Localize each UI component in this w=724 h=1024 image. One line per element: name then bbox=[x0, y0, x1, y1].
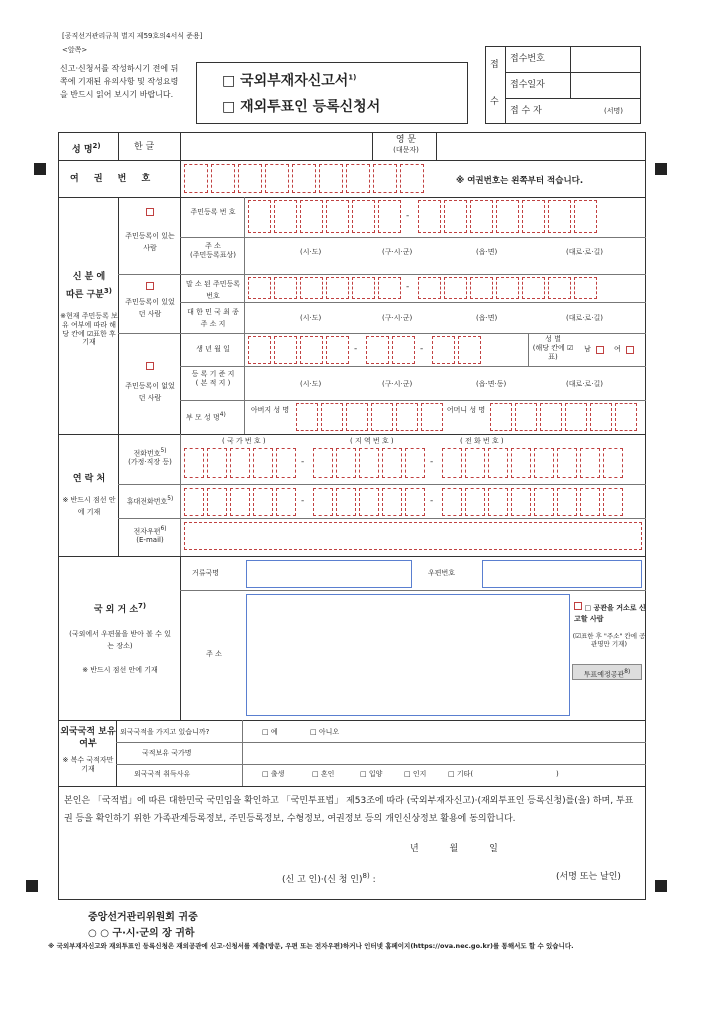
country-label: 거류국명 bbox=[192, 569, 220, 577]
receipt-sign-label: (서명) bbox=[604, 107, 623, 115]
birth-month-cell[interactable] bbox=[366, 336, 389, 364]
g1-rrn-cell[interactable] bbox=[274, 200, 297, 233]
passport-cell[interactable] bbox=[292, 164, 316, 193]
consent-applicant: (신 고 인)·(신 청 인)$^{8)}$ : bbox=[282, 872, 376, 885]
phone-number-cell[interactable] bbox=[442, 448, 462, 478]
area-code-cell[interactable] bbox=[336, 448, 356, 478]
overseas-label: 국 외 거 소$^{7)}$ bbox=[93, 602, 147, 615]
overseas-address-input[interactable] bbox=[246, 594, 570, 716]
foreign-note: ※ 복수 국적자만 기재 bbox=[62, 756, 114, 773]
passport-cell[interactable] bbox=[400, 164, 424, 193]
gender-female-label: 여 bbox=[614, 345, 621, 353]
mobile-area-cell[interactable] bbox=[382, 488, 402, 516]
address-part-label: (읍·면·동) bbox=[476, 380, 507, 388]
receipt-side-2: 수 bbox=[490, 97, 499, 107]
foreign-yes[interactable]: □ 예 bbox=[262, 728, 278, 736]
g2-rrn2-cell[interactable] bbox=[548, 277, 571, 299]
mobile-number-cell[interactable] bbox=[511, 488, 531, 516]
name-english-input[interactable] bbox=[438, 134, 644, 158]
g1-rrn2-cell[interactable] bbox=[444, 200, 467, 233]
g2-rrn-cell[interactable] bbox=[300, 277, 323, 299]
identity-g3-checkbox[interactable] bbox=[146, 362, 154, 370]
mother-name-cell[interactable] bbox=[515, 403, 537, 431]
passport-cell[interactable] bbox=[238, 164, 262, 193]
birth-month-cell[interactable] bbox=[392, 336, 415, 364]
mother-name-cell[interactable] bbox=[590, 403, 612, 431]
office-note: (☑표한 후 "주소" 칸에 공관명만 기재) bbox=[572, 632, 646, 649]
address-part-label: (시·도) bbox=[300, 248, 322, 256]
country-input[interactable] bbox=[246, 560, 412, 588]
reason-recognition[interactable]: □ 인지 bbox=[404, 770, 427, 778]
reason-other[interactable]: □ 기타( bbox=[448, 770, 474, 778]
identity-g2-label: 주민등록이 있었던 사람 bbox=[125, 298, 175, 318]
birth-day-cell[interactable] bbox=[458, 336, 481, 364]
g1-rrn-label: 주민등록 번 호 bbox=[190, 208, 236, 216]
receipt-date-label: 접수일자 bbox=[510, 80, 545, 90]
separator-dash: - bbox=[354, 344, 358, 354]
separator-dash: - bbox=[406, 210, 410, 221]
name-korean-input[interactable] bbox=[182, 134, 370, 158]
address-part-label: (읍·면) bbox=[476, 248, 498, 256]
address-part-label: (읍·면) bbox=[476, 314, 498, 322]
mother-name-cell[interactable] bbox=[565, 403, 587, 431]
g2-rrn-label: 말 소 된 주민등록번호 bbox=[185, 280, 240, 300]
contact-note: ※ 반드시 점선 안에 기재 bbox=[62, 496, 116, 516]
g2-rrn2-cell[interactable] bbox=[418, 277, 441, 299]
identity-g1-checkbox[interactable] bbox=[146, 208, 154, 216]
separator-dash: - bbox=[430, 457, 434, 467]
postal-label: 우편번호 bbox=[428, 569, 456, 577]
phone-number-cell[interactable] bbox=[511, 448, 531, 478]
birth-year-cell[interactable] bbox=[274, 336, 297, 364]
passport-label: 여 권 번 호 bbox=[70, 174, 157, 184]
regulation-reference: [공직선거관리규칙 별지 제59호의4서식 준용] bbox=[62, 32, 203, 40]
mobile-country-cell[interactable] bbox=[207, 488, 227, 516]
g2-rrn2-cell[interactable] bbox=[444, 277, 467, 299]
overseas-note2: ※ 반드시 점선 안에 기재 bbox=[82, 666, 158, 674]
addressee-local: ○ ○ 구·시·군의 장 귀하 bbox=[88, 928, 195, 939]
form-title-2: □ 재외투표인 등록신청서 bbox=[222, 99, 381, 115]
birth-year-cell[interactable] bbox=[300, 336, 323, 364]
g2-rrn2-cell[interactable] bbox=[522, 277, 545, 299]
phone-number-cell[interactable] bbox=[488, 448, 508, 478]
mobile-country-cell[interactable] bbox=[253, 488, 273, 516]
receipt-receiver-label: 접 수 자 bbox=[510, 106, 542, 116]
name-english-label: 영 문 (대문자) bbox=[393, 135, 419, 154]
country-code-cell[interactable] bbox=[230, 448, 250, 478]
email-label: 전자우편$^{6)}$ (E-mail) bbox=[133, 526, 167, 545]
mobile-area-cell[interactable] bbox=[313, 488, 333, 516]
area-code-cell[interactable] bbox=[359, 448, 379, 478]
foreign-label: 외국국적 보유여부 bbox=[60, 727, 116, 749]
mobile-number-cell[interactable] bbox=[488, 488, 508, 516]
separator-dash: - bbox=[406, 282, 410, 292]
reason-birth[interactable]: □ 출생 bbox=[262, 770, 285, 778]
g2-rrn2-cell[interactable] bbox=[470, 277, 493, 299]
contact-label: 연 락 처 bbox=[72, 474, 106, 484]
office-title: □ 공관을 거소로 신고할 사람 bbox=[574, 604, 646, 623]
g1-rrn-cell[interactable] bbox=[378, 200, 401, 233]
reason-adoption[interactable]: □ 입양 bbox=[360, 770, 383, 778]
registration-mark-left-top bbox=[34, 163, 46, 175]
father-name-cell[interactable] bbox=[371, 403, 393, 431]
father-name-cell[interactable] bbox=[346, 403, 368, 431]
g1-rrn2-cell[interactable] bbox=[522, 200, 545, 233]
area-code-header: ( 지 역 번 호 ) bbox=[350, 437, 394, 445]
g1-rrn2-cell[interactable] bbox=[574, 200, 597, 233]
area-code-cell[interactable] bbox=[313, 448, 333, 478]
mobile-area-cell[interactable] bbox=[336, 488, 356, 516]
mother-name-cell[interactable] bbox=[490, 403, 512, 431]
address-part-label: (시·도) bbox=[300, 380, 322, 388]
addressee-nec: 중앙선거관리위원회 귀중 bbox=[88, 912, 198, 923]
separator-dash: - bbox=[430, 496, 434, 506]
receipt-side-1: 접 bbox=[490, 60, 499, 70]
gender-male-checkbox[interactable] bbox=[596, 346, 604, 354]
address-part-label: (대로·로·길) bbox=[566, 248, 603, 256]
mobile-number-cell[interactable] bbox=[580, 488, 600, 516]
g3-birth-label: 생 년 월 일 bbox=[196, 345, 230, 353]
mobile-country-cell[interactable] bbox=[230, 488, 250, 516]
email-input[interactable] bbox=[184, 522, 642, 550]
address-part-label: (시·도) bbox=[300, 314, 322, 322]
father-name-cell[interactable] bbox=[296, 403, 318, 431]
phone-number-cell[interactable] bbox=[557, 448, 577, 478]
passport-cell[interactable] bbox=[346, 164, 370, 193]
address-part-label: (구·시·군) bbox=[382, 314, 413, 322]
father-name-label: 아버지 성 명 bbox=[250, 406, 290, 414]
instructions-text: 신고·신청서를 작성하시기 전에 뒤쪽에 기재된 유의사항 및 작성요령을 반드시 읽어 보시기 바랍니다. bbox=[60, 64, 179, 99]
phone-number-cell[interactable] bbox=[534, 448, 554, 478]
address-label: 주 소 bbox=[206, 650, 222, 658]
g3-parents-label: 부 모 성 명$^{4)}$ bbox=[186, 412, 226, 422]
father-name-cell[interactable] bbox=[421, 403, 443, 431]
address-part-label: (구·시·군) bbox=[382, 248, 413, 256]
passport-cell[interactable] bbox=[184, 164, 208, 193]
g2-rrn-cell[interactable] bbox=[378, 277, 401, 299]
identity-g1-label: 주민등록이 있는 사람 bbox=[125, 232, 175, 252]
country-code-header: ( 국 가 번 호 ) bbox=[222, 437, 266, 445]
mother-name-label: 어머니 성 명 bbox=[446, 406, 486, 414]
gender-female-checkbox[interactable] bbox=[626, 346, 634, 354]
mobile-number-cell[interactable] bbox=[442, 488, 462, 516]
passport-cell[interactable] bbox=[211, 164, 235, 193]
mobile-country-cell[interactable] bbox=[276, 488, 296, 516]
postal-input[interactable] bbox=[482, 560, 642, 588]
foreign-question: 외국국적을 가지고 있습니까? bbox=[120, 728, 210, 736]
mobile-area-cell[interactable] bbox=[359, 488, 379, 516]
g1-rrn2-cell[interactable] bbox=[470, 200, 493, 233]
g2-rrn-cell[interactable] bbox=[248, 277, 271, 299]
g3-gender-label: 성 별 (해당 칸에 ☑표) bbox=[532, 335, 574, 361]
phone-number-cell[interactable] bbox=[603, 448, 623, 478]
country-code-cell[interactable] bbox=[253, 448, 273, 478]
area-code-cell[interactable] bbox=[382, 448, 402, 478]
g2-rrn-cell[interactable] bbox=[274, 277, 297, 299]
receipt-number-label: 접수번호 bbox=[510, 54, 545, 64]
footer-note: ※ 국외부재자신고와 재외투표인 등록신청은 재외공관에 신고·신청서를 제출(방문, 우편 또는 전자우편)하거나 인터넷 홈페이지(https://ova.nec.go.kr)를 통해서도 할 수 있습니다. bbox=[48, 942, 574, 950]
identity-label: 신 분 에 따른 구분$^{3)}$ bbox=[66, 272, 112, 300]
g1-rrn2-cell[interactable] bbox=[496, 200, 519, 233]
consent-date: 년 월 일 bbox=[410, 844, 498, 854]
reason-marriage[interactable]: □ 혼인 bbox=[312, 770, 335, 778]
phone-label: 전화번호$^{5)}$ (가정·직장 등) bbox=[128, 448, 172, 467]
address-part-label: (구·시·군) bbox=[382, 380, 413, 388]
consent-sign: (서명 또는 날인) bbox=[556, 872, 621, 882]
mother-name-cell[interactable] bbox=[540, 403, 562, 431]
birth-year-cell[interactable] bbox=[326, 336, 349, 364]
passport-cell[interactable] bbox=[265, 164, 289, 193]
front-side-label: <앞쪽> bbox=[62, 46, 88, 54]
voting-office-button[interactable]: 투표예정공관$^{8)}$ bbox=[572, 664, 642, 680]
g2-rrn-cell[interactable] bbox=[326, 277, 349, 299]
reason-other-close: ) bbox=[556, 770, 559, 778]
birth-year-cell[interactable] bbox=[248, 336, 271, 364]
phone-number-cell[interactable] bbox=[465, 448, 485, 478]
passport-cell[interactable] bbox=[319, 164, 343, 193]
mobile-number-cell[interactable] bbox=[534, 488, 554, 516]
g1-rrn-cell[interactable] bbox=[300, 200, 323, 233]
foreign-country-label: 국적보유 국가명 bbox=[142, 749, 192, 757]
phone-number-cell[interactable] bbox=[580, 448, 600, 478]
g2-addr-label: 대 한 민 국 최 종 주 소 지 bbox=[187, 308, 239, 328]
foreign-no[interactable]: □ 아니오 bbox=[310, 728, 340, 736]
registration-mark-left-bottom bbox=[26, 880, 38, 892]
g1-rrn-cell[interactable] bbox=[326, 200, 349, 233]
registration-mark-right-bottom bbox=[655, 880, 667, 892]
name-label: 성 명$^{2)}$ bbox=[72, 142, 101, 155]
g1-rrn-cell[interactable] bbox=[352, 200, 375, 233]
identity-g3-label: 주민등록이 없었던 사람 bbox=[125, 382, 175, 402]
address-part-label: (대로·로·길) bbox=[566, 314, 603, 322]
overseas-note1: (국외에서 우편물을 받아 볼 수 있는 장소) bbox=[69, 630, 171, 650]
mobile-number-cell[interactable] bbox=[465, 488, 485, 516]
phone-number-header: ( 전 화 번 호 ) bbox=[460, 437, 504, 445]
g2-rrn-cell[interactable] bbox=[352, 277, 375, 299]
g2-rrn2-cell[interactable] bbox=[574, 277, 597, 299]
country-code-cell[interactable] bbox=[207, 448, 227, 478]
form-title-1: □ 국외부재자신고서$^{1)}$ bbox=[222, 73, 357, 89]
name-korean-label: 한 글 bbox=[134, 142, 155, 152]
identity-note: ※현재 주민등록 보유 여부에 따라 해당 칸에 ☑표한 후 기재 bbox=[60, 312, 118, 347]
father-name-cell[interactable] bbox=[321, 403, 343, 431]
foreign-reason-label: 외국국적 취득사유 bbox=[134, 770, 191, 778]
country-code-cell[interactable] bbox=[276, 448, 296, 478]
birth-day-cell[interactable] bbox=[432, 336, 455, 364]
consent-text: 본인은 「국적법」에 따른 대한민국 국민임을 확인하고 「국민투표법」 제53조에 따라 (국외부재자신고)·(재외투표인 등록신청)를(을) 하며, 투표권 등을 확인하기 위한 가족관계등록정보, 주민등록정보, 수형정보, 여권정보 등의 개인신상정보 활용에 동의합니다. bbox=[64, 796, 634, 824]
g3-domicile-label: 등 록 기 준 지 ( 본 적 지 ) bbox=[191, 370, 235, 387]
identity-g2-checkbox[interactable] bbox=[146, 282, 154, 290]
separator-dash: - bbox=[420, 344, 424, 354]
mobile-number-cell[interactable] bbox=[557, 488, 577, 516]
mobile-area-cell[interactable] bbox=[405, 488, 425, 516]
separator-dash: - bbox=[301, 496, 305, 506]
father-name-cell[interactable] bbox=[396, 403, 418, 431]
separator-dash: - bbox=[301, 457, 305, 467]
mobile-number-cell[interactable] bbox=[603, 488, 623, 516]
passport-note: ※ 여권번호는 왼쪽부터 적습니다. bbox=[456, 176, 584, 186]
country-code-cell[interactable] bbox=[184, 448, 204, 478]
mother-name-cell[interactable] bbox=[615, 403, 637, 431]
registration-mark-right-top bbox=[655, 163, 667, 175]
g2-rrn2-cell[interactable] bbox=[496, 277, 519, 299]
passport-cell[interactable] bbox=[373, 164, 397, 193]
g1-rrn-cell[interactable] bbox=[248, 200, 271, 233]
g1-addr-label: 주 소 (주민등록표상) bbox=[189, 242, 237, 259]
mobile-label: 휴대전화번호$^{5)}$ bbox=[126, 496, 174, 506]
address-part-label: (대로·로·길) bbox=[566, 380, 603, 388]
area-code-cell[interactable] bbox=[405, 448, 425, 478]
g1-rrn2-cell[interactable] bbox=[548, 200, 571, 233]
g1-rrn2-cell[interactable] bbox=[418, 200, 441, 233]
office-checkbox[interactable] bbox=[574, 602, 582, 610]
gender-male-label: 남 bbox=[584, 345, 591, 353]
mobile-country-cell[interactable] bbox=[184, 488, 204, 516]
